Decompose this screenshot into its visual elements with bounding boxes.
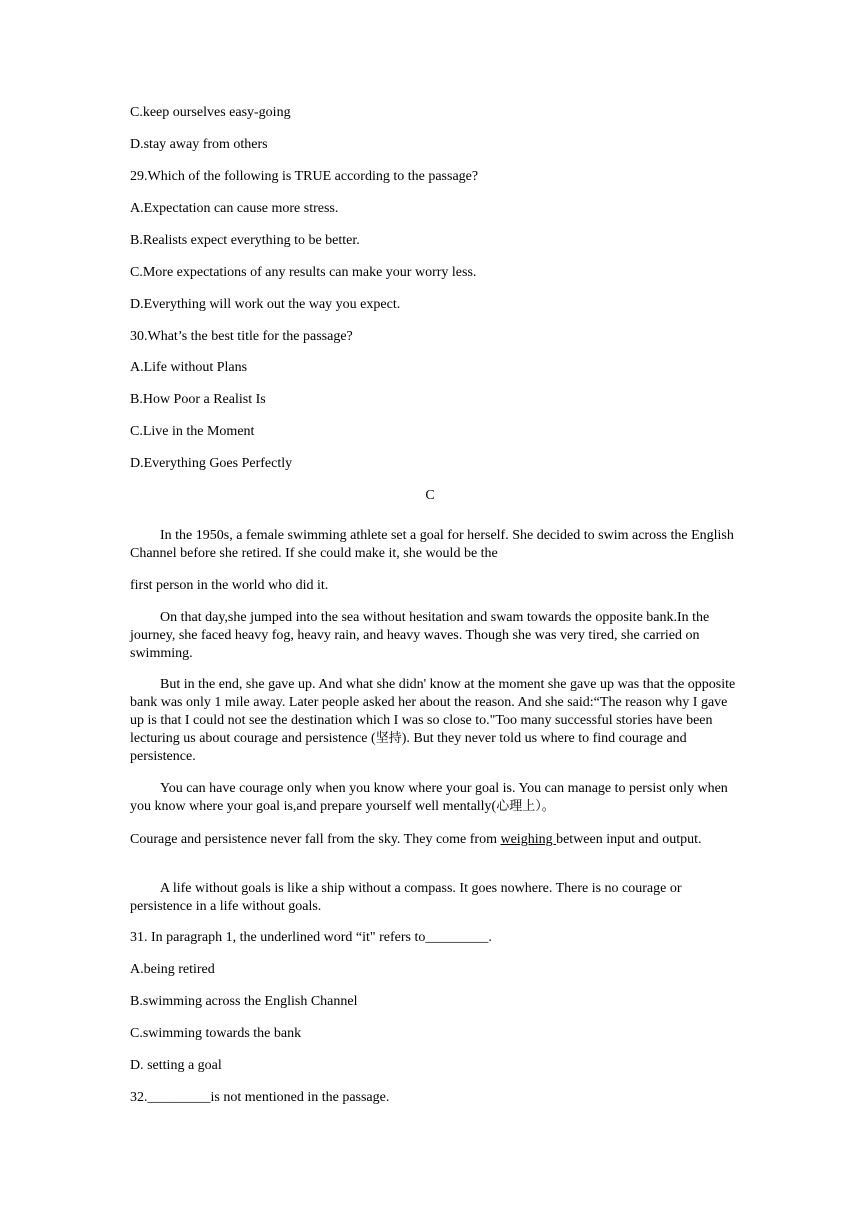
q29-option-d: D.Everything will work out the way you expect.	[130, 297, 401, 312]
paragraph-4-chinese-gloss: 心理上）。	[496, 799, 555, 814]
q30-stem: 30.What’s the best title for the passage?	[130, 329, 353, 344]
underlined-word-weighing: weighing	[500, 832, 557, 847]
paragraph-3-text: But in the end, she gave up. And what she didn' know at the moment she gave up was that the opposite bank was only 1 mile away. Later people asked her about the reason. And she said:“The reason why I gave up is that I could not see the destination which I was so close to."Too many successful stories have been lecturing us about courage and persistence (	[130, 677, 736, 746]
paragraph-4-text: You can have courage only when you know where your goal is. You can manage to persist only when you know where your goal is,and prepare yourself well mentally(	[130, 781, 728, 814]
paragraph-3-ending: ). But they never told us where to find courage and persistence.	[130, 731, 687, 764]
passage-paragraph-5	[130, 831, 736, 849]
passage-paragraph-3	[130, 676, 736, 766]
q31-option-a: A.being retired	[130, 962, 215, 977]
q31-option-c: C.swimming towards the bank	[130, 1026, 302, 1041]
q31-stem: 31. In paragraph 1, the underlined word “it" refers to_________.	[130, 930, 492, 945]
q30-option-d: D.Everything Goes Perfectly	[130, 456, 293, 471]
paragraph-5-text-end: between input and output.	[556, 832, 702, 847]
q30-option-a: A.Life without Plans	[130, 360, 248, 375]
paragraph-5-text-start: Courage and persistence never fall from the sky. They come from	[130, 832, 501, 847]
q30-option-c: C.Live in the Moment	[130, 424, 255, 439]
section-heading: C	[425, 488, 435, 503]
passage-paragraph-4	[130, 780, 736, 816]
q31-option-d: D. setting a goal	[130, 1058, 222, 1073]
q32-stem: 32._________is not mentioned in the passage.	[130, 1090, 390, 1105]
q29-stem: 29.Which of the following is TRUE according to the passage?	[130, 169, 479, 184]
q28-option-d: D.stay away from others	[130, 137, 268, 152]
paragraph-3-chinese-gloss: 坚持	[375, 731, 402, 746]
q29-option-b: B.Realists expect everything to be better.	[130, 233, 360, 248]
passage-paragraph-1: In the 1950s, a female swimming athlete set a goal for herself. She decided to swim across the English Channel before she retired. If she could make it, she would be the	[130, 528, 734, 561]
passage-paragraph-1-continued: first person in the world who did it.	[130, 578, 329, 593]
q31-option-b: B.swimming across the English Channel	[130, 994, 358, 1009]
q29-option-a: A.Expectation can cause more stress.	[130, 201, 339, 216]
q30-option-b: B.How Poor a Realist Is	[130, 392, 266, 407]
passage-paragraph-2: On that day,she jumped into the sea without hesitation and swam towards the opposite bank.In the journey, she faced heavy fog, heavy rain, and heavy waves. Though she was very tired, she carried on swimming.	[130, 610, 710, 661]
q28-option-c: C.keep ourselves easy-going	[130, 105, 291, 120]
passage-paragraph-6: A life without goals is like a ship without a compass. It goes nowhere. There is no courage or persistence in a life without goals.	[130, 881, 682, 914]
q29-option-c: C.More expectations of any results can make your worry less.	[130, 265, 477, 280]
